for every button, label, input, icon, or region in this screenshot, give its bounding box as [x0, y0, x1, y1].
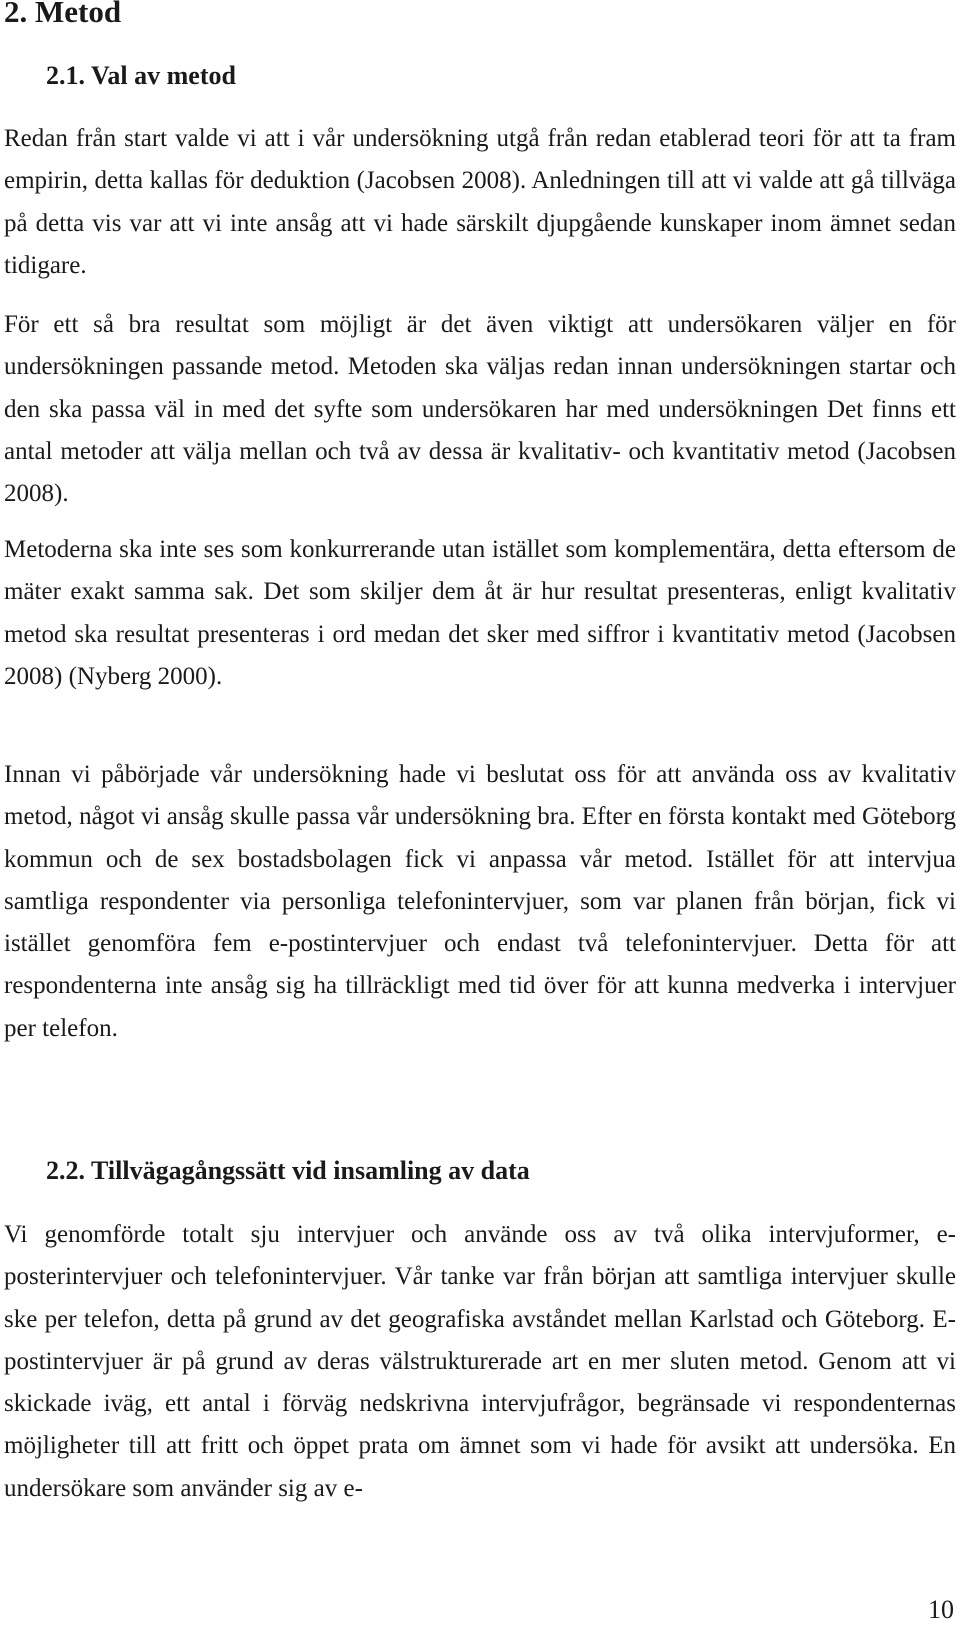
paragraph-3: Metoderna ska inte ses som konkurrerande utan istället som komplementära, detta eftersom de mäter exakt samma sak. Det som skiljer dem åt är hur resultat presenteras, enligt kvalitativ metod ska resultat presenteras i ord medan det sker med siffror i kvantitativ metod (Jacobsen 2008) (Nyberg 2000). [4, 536, 956, 690]
paragraph-5: Vi genomförde totalt sju intervjuer och använde oss av två olika intervjuformer, e-posterintervjuer och telefonintervjuer. Vår tanke var från början att samtliga intervjuer skulle ske per telefon, detta på grund av det geografiska avståndet mellan Karlstad och Göteborg. E-postintervjuer är på grund av deras välstrukturerade art en mer sluten metod. Genom att vi skickade iväg, ett antal i förväg nedskrivna intervjufrågor, begränsade vi respondenternas möjligheter till att fritt och öppet prata om ämnet som vi hade för avsikt att undersöka. En undersökare som använder sig av e- [4, 1221, 956, 1502]
paragraph-4: Innan vi påbörjade vår undersökning hade vi beslutat oss för att använda oss av kvalitativ metod, något vi ansåg skulle passa vår undersökning bra. Efter en första kontakt med Göteborg kommun och de sex bostadsbolagen fick vi anpassa vår metod. Istället för att intervjua samtliga respondenter via personliga telefonintervjuer, som var planen från början, fick vi istället genomföra fem e-postintervjuer och endast två telefonintervjuer. Detta för att respondenterna inte ansåg sig ha tillräckligt med tid över för att kunna medverka i intervjuer per telefon. [4, 761, 956, 1042]
page-number: 10 [928, 1595, 954, 1624]
chapter-heading: 2. Metod [4, 0, 122, 29]
section-heading-val-av-metod: 2.1. Val av metod [46, 61, 236, 90]
section-heading-insamling: 2.2. Tillvägagångssätt vid insamling av data [46, 1156, 530, 1185]
paragraph-1: Redan från start valde vi att i vår undersökning utgå från redan etablerad teori för att ta fram empirin, detta kallas för deduktion (Jacobsen 2008). Anledningen till att vi valde att gå tillväga på detta vis var att vi inte ansåg att vi hade särskilt djupgående kunskaper inom ämnet sedan tidigare. [4, 125, 956, 279]
paragraph-2: För ett så bra resultat som möjligt är det även viktigt att undersökaren väljer en för undersökningen passande metod. Metoden ska väljas redan innan undersökningen startar och den ska passa väl in med det syfte som undersökaren har med undersökningen Det finns ett antal metoder att välja mellan och två av dessa är kvalitativ- och kvantitativ metod (Jacobsen 2008). [4, 311, 956, 508]
